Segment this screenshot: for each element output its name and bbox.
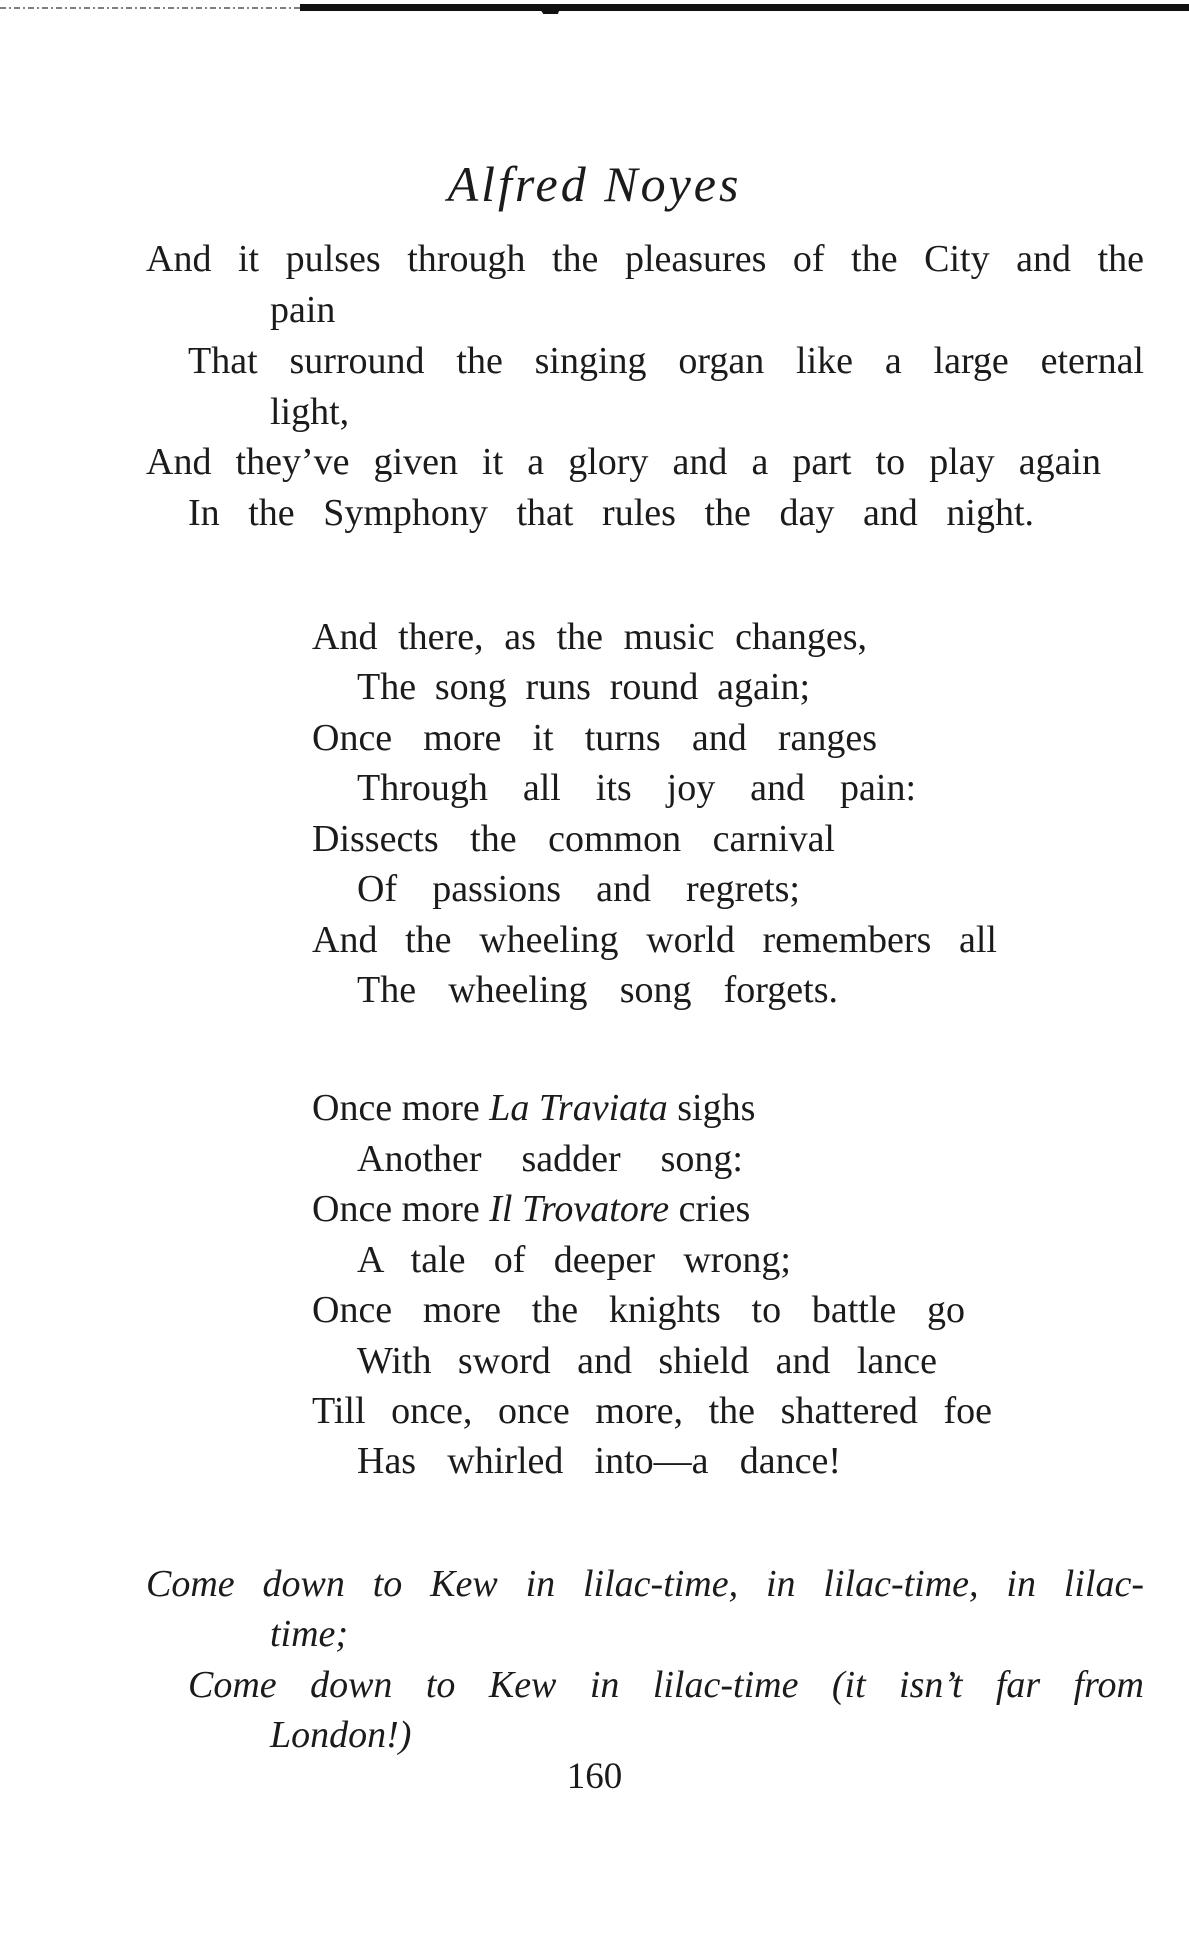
verse-line: And it pulses through the pleasures of the City and the: [146, 238, 1144, 280]
verse-line: Till once, once more, the shattered foe: [312, 1390, 992, 1432]
page-number: 160: [566, 1756, 623, 1797]
verse-line: light,: [270, 391, 350, 433]
verse-text: Once more: [312, 1087, 490, 1129]
opera-title: Il Trovatore: [489, 1188, 670, 1230]
verse-text: cries: [669, 1188, 751, 1230]
verse-line: [312, 1085, 755, 1131]
running-title: Alfred Noyes: [447, 156, 742, 212]
verse-line: The wheeling song forgets.: [357, 969, 838, 1011]
verse-text: Once more: [312, 1188, 490, 1230]
verse-line: And the wheeling world remembers all: [312, 919, 997, 961]
verse-line: And they’ve given it a glory and a part to play again: [146, 441, 1101, 483]
verse-line: Once more it turns and ranges: [312, 717, 877, 759]
verse-line: The song runs round again;: [357, 666, 810, 708]
verse-line: Has whirled into—a dance!: [357, 1440, 841, 1482]
verse-line: pain: [270, 289, 336, 331]
refrain-line: Come down to Kew in lilac-time (it isn’t far from: [188, 1664, 1144, 1706]
verse-line: With sword and shield and lance: [357, 1340, 937, 1382]
refrain-line: time;: [270, 1613, 349, 1655]
refrain-line: London!): [270, 1714, 412, 1756]
verse-line: And there, as the music changes,: [312, 616, 867, 658]
verse-line: That surround the singing organ like a large eternal: [188, 340, 1144, 382]
verse-line: A tale of deeper wrong;: [357, 1239, 791, 1281]
verse-line: Dissects the common carnival: [312, 818, 835, 860]
opera-title: La Traviata: [489, 1087, 668, 1129]
verse-line: In the Symphony that rules the day and night.: [188, 492, 1034, 534]
verse-text: sighs: [667, 1087, 756, 1129]
refrain-line: Come down to Kew in lilac-time, in lilac-time, in lilac-: [146, 1563, 1144, 1605]
verse-line: Through all its joy and pain:: [357, 767, 916, 809]
verse-line: Another sadder song:: [357, 1138, 743, 1180]
verse-line: Of passions and regrets;: [357, 868, 800, 910]
verse-line: Once more the knights to battle go: [312, 1289, 965, 1331]
verse-line: [312, 1186, 750, 1232]
top-border-rule: [0, 0, 1189, 14]
